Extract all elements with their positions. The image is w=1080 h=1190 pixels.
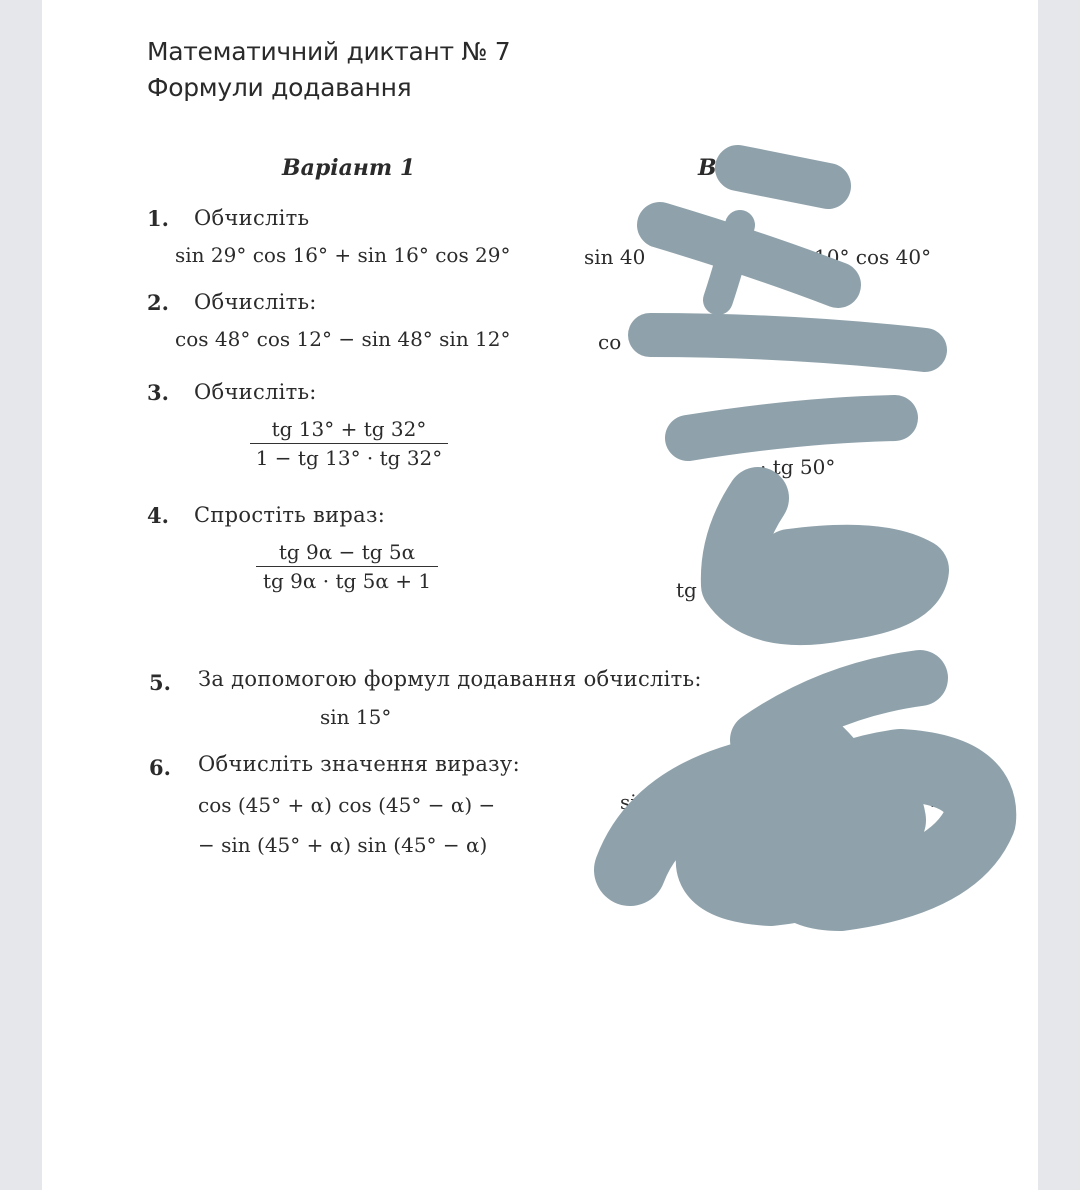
task-1-variant-2-expression-right: 10° cos 40° <box>814 245 932 269</box>
task-3-variant-2-denominator: · tg 50° <box>760 455 836 479</box>
variant-2-label: В <box>698 155 717 181</box>
task-1-variant-2-expression-left: sin 40 <box>584 245 646 269</box>
task-6-variant-2-visible-left: si <box>620 790 637 814</box>
task-4-numerator: tg 9α − tg 5α <box>278 540 416 564</box>
task-3-numerator: tg 13° + tg 32° <box>271 417 427 441</box>
task-6-instruction: Обчисліть значення виразу: <box>198 752 520 776</box>
task-3-denominator: 1 − tg 13° · tg 32° <box>250 443 448 470</box>
task-4-instruction: Спростіть вираз: <box>194 503 386 527</box>
scribble-stroke <box>650 335 925 350</box>
task-6-number: 6. <box>149 755 171 780</box>
task-1-variant-1-expression: sin 29° cos 16° + sin 16° cos 29° <box>175 243 511 267</box>
task-4-number: 4. <box>147 503 169 528</box>
task-2-variant-2-expression: co <box>598 330 622 354</box>
task-4-variant-2-denominator: tg <box>676 578 697 602</box>
task-2-number: 2. <box>147 290 169 315</box>
task-1-number: 1. <box>147 206 169 231</box>
page-subtitle: Формули додавання <box>147 73 412 102</box>
task-2-instruction: Обчисліть: <box>194 290 317 314</box>
task-3-number: 3. <box>147 380 169 405</box>
scribble-stroke <box>820 745 856 860</box>
scribble-stroke <box>732 498 918 614</box>
task-2-variant-1-expression: cos 48° cos 12° − sin 48° sin 12° <box>175 327 511 351</box>
task-6-variant-1-line-1: cos (45° + α) cos (45° − α) − <box>198 793 496 817</box>
task-5-number: 5. <box>149 670 171 695</box>
variant-1-label: Варіант 1 <box>282 155 416 181</box>
task-1-instruction: Обчисліть <box>194 206 310 230</box>
task-3-instruction: Обчисліть: <box>194 380 317 404</box>
scribble-stroke <box>738 168 828 186</box>
page-title: Математичний диктант № 7 <box>147 37 511 66</box>
task-5-instruction: За допомогою формул додавання обчисліть: <box>198 667 702 691</box>
task-6-variant-1-line-2: − sin (45° + α) sin (45° − α) <box>198 833 488 857</box>
task-6-variant-2-visible-right: + <box>924 788 941 812</box>
task-4-denominator: tg 9α · tg 5α + 1 <box>256 566 438 593</box>
task-5-variant-1-expression: sin 15° <box>320 705 392 729</box>
scribble-stroke <box>688 418 895 438</box>
